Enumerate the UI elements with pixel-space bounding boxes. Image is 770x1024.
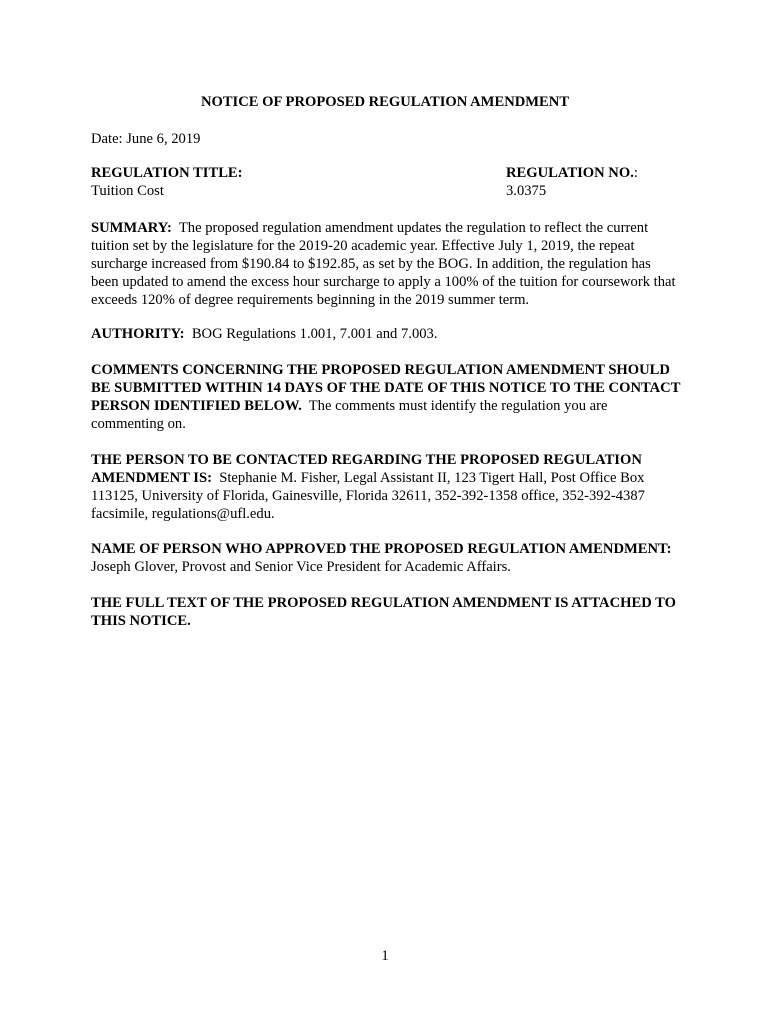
approver-text: Joseph Glover, Provost and Senior Vice President for Academic Affairs. bbox=[91, 559, 511, 575]
regulation-number-label-line bbox=[506, 164, 638, 182]
document-title: NOTICE OF PROPOSED REGULATION AMENDMENT bbox=[200, 94, 570, 110]
authority-paragraph bbox=[91, 325, 681, 343]
comments-text: The comments must identify the regulation you are commenting on. bbox=[91, 398, 608, 432]
regulation-title-value: Tuition Cost bbox=[91, 183, 164, 199]
regulation-number-value: 3.0375 bbox=[506, 183, 547, 199]
approver-heading: NAME OF PERSON WHO APPROVED THE PROPOSED REGULATION AMENDMENT: bbox=[91, 541, 672, 557]
regulation-title-section bbox=[91, 164, 243, 200]
authority-label: AUTHORITY: bbox=[91, 326, 185, 342]
summary-text: The proposed regulation amendment updates the regulation to reflect the current tuition set by the legislature for the 2019-20 academic year. Effective July 1, 2019, the repeat surcharge increased from $190.84 to $192.85, as set by the BOG. In addition, the regulation has been updated to amend the excess hour surcharge to apply a 100% of the tuition for coursework that exceeds 120% of degree requirements beginning in the 2019 summer term. bbox=[91, 220, 676, 308]
regulation-number-label: REGULATION NO. bbox=[506, 165, 634, 181]
regulation-title-label: REGULATION TITLE: bbox=[91, 165, 243, 181]
regulation-number-colon: : bbox=[633, 165, 638, 181]
page-number: 1 bbox=[381, 948, 389, 964]
full-text-notice: THE FULL TEXT OF THE PROPOSED REGULATION AMENDMENT IS ATTACHED TO THIS NOTICE. bbox=[91, 595, 676, 629]
date-line: Date: June 6, 2019 bbox=[91, 131, 201, 147]
contact-heading: THE PERSON TO BE CONTACTED REGARDING THE PROPOSED REGULATION AMENDMENT IS: bbox=[91, 452, 642, 486]
summary-paragraph bbox=[91, 219, 681, 309]
regulation-number-section bbox=[506, 164, 638, 200]
summary-label: SUMMARY: bbox=[91, 220, 172, 236]
approver-paragraph bbox=[91, 540, 681, 576]
comments-heading: COMMENTS CONCERNING THE PROPOSED REGULATION AMENDMENT SHOULD BE SUBMITTED WITHIN 14 DAYS OF THE DATE OF THIS NOTICE TO THE CONTACT PERSON IDENTIFIED BELOW. bbox=[91, 362, 681, 414]
comments-paragraph bbox=[91, 361, 681, 433]
contact-paragraph bbox=[91, 451, 681, 523]
authority-text: BOG Regulations 1.001, 7.001 and 7.003. bbox=[191, 326, 438, 342]
contact-text: Stephanie M. Fisher, Legal Assistant II, 123 Tigert Hall, Post Office Box 113125, University of Florida, Gainesville, Florida 32611, 352-392-1358 office, 352-392-4387 facsimile, regulations@ufl.edu. bbox=[91, 470, 645, 522]
